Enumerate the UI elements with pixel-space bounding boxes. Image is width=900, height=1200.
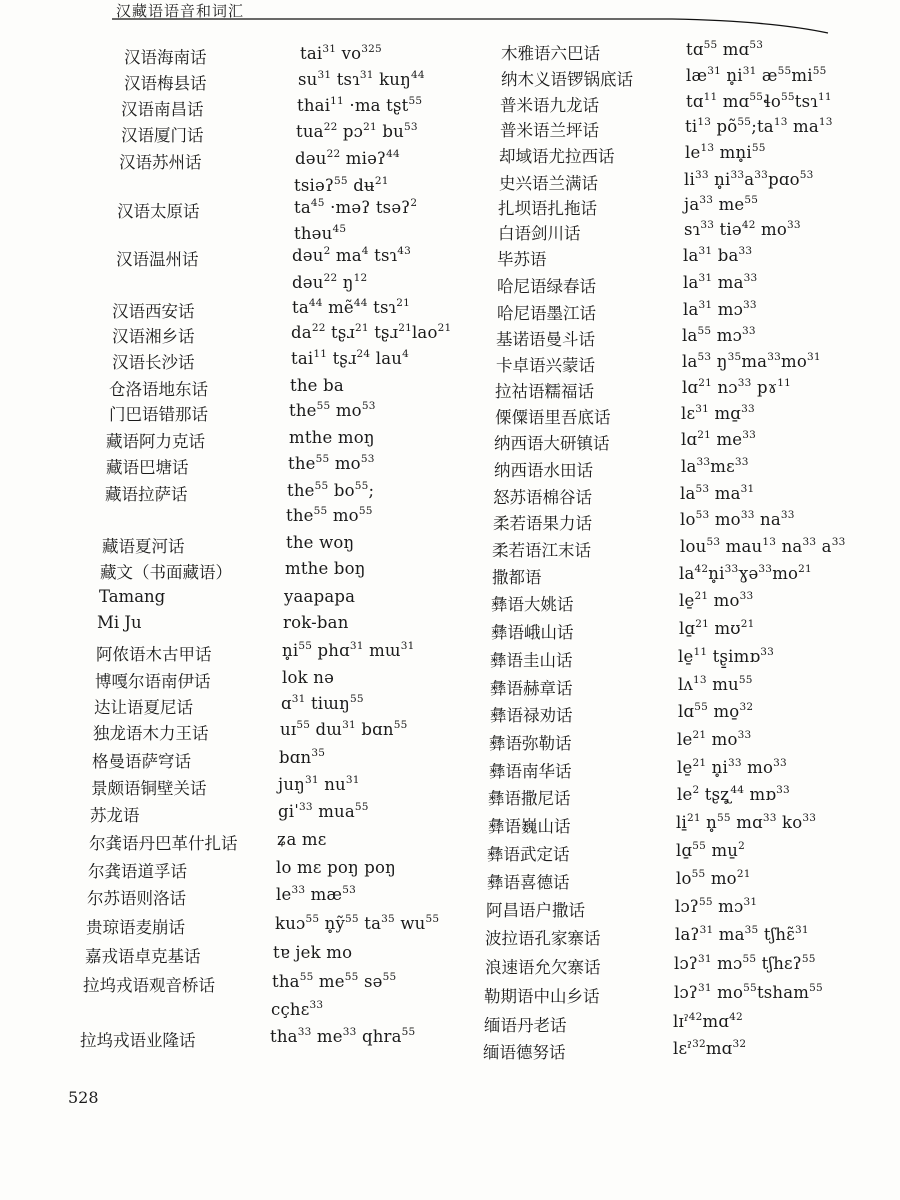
- left-phonetic-form: ɑ$^{31}$ tiɯŋ$^{55}$: [281, 693, 364, 713]
- right-dialect-name: 彝语巍山话: [488, 817, 571, 836]
- right-dialect-name: 撒都语: [492, 568, 542, 587]
- left-dialect-name: 苏龙语: [90, 806, 140, 825]
- left-phonetic-form: dəu$^2$ $ma^4$ tsɿ$^{43}$: [292, 245, 412, 265]
- right-phonetic-form: $la^{55}$ mɔ$^{33}$: [682, 325, 756, 345]
- left-phonetic-form: lok nə: [282, 668, 335, 687]
- left-dialect-name: 尔龚语丹巴革什扎话: [89, 834, 238, 853]
- right-phonetic-form: lɑ$^{21}$ $me^{33}$: [681, 429, 757, 449]
- right-dialect-name: 彝语武定话: [487, 845, 570, 864]
- right-dialect-name: 勒期语中山乡话: [484, 987, 600, 1006]
- right-phonetic-form: lɑ̱$^{21}$ mʊ$^{21}$: [679, 618, 755, 638]
- right-phonetic-form: lɛˀ$^{32}$mɑ$^{32}$: [673, 1038, 747, 1058]
- right-dialect-name: 白语剑川话: [498, 224, 581, 243]
- right-dialect-name: 彝语南华话: [489, 762, 572, 781]
- left-phonetic-form: the ba: [290, 376, 344, 395]
- left-phonetic-form: the$^{55}$ $bo^{55}$;: [287, 480, 375, 500]
- right-dialect-name: 阿昌语户撒话: [486, 901, 585, 920]
- right-phonetic-form: lɑ$^{21}$ nɔ$^{33}$ pɤ$^{11}$: [682, 377, 791, 397]
- left-dialect-name: 格曼语萨穹话: [92, 752, 191, 771]
- right-dialect-name: 纳西语大研镇话: [494, 434, 610, 453]
- right-dialect-name: 彝语禄劝话: [490, 706, 573, 725]
- right-dialect-name: 纳西语水田话: [494, 461, 593, 480]
- right-phonetic-form: lou$^{53}$ mau$^{13}$ $na^{33}$ $a^{33}$: [680, 536, 846, 556]
- left-dialect-name: 汉语温州话: [116, 250, 199, 269]
- right-phonetic-form: $la^{42}n̥i^{33}ɣə^{33}mo^{21}$: [679, 563, 812, 583]
- right-phonetic-form: lɑ$^{55}$ mo̱$^{32}$: [678, 701, 754, 721]
- right-phonetic-form: lʌ$^{13}$ $mu^{55}$: [678, 674, 753, 694]
- left-phonetic-form: thai$^{11}$ ·ma tʂt$^{55}$: [297, 95, 423, 115]
- right-dialect-name: 彝语峨山话: [491, 623, 574, 642]
- right-dialect-name: 扎坝语扎拖话: [498, 199, 597, 218]
- left-phonetic-form: mthe boŋ: [285, 559, 366, 578]
- right-dialect-name: 纳木义语锣锅底话: [501, 70, 633, 89]
- right-phonetic-form: tɑ$^{11}$ mɑ$^{55}$ɬo$^{55}$tsɿ$^{11}$: [686, 91, 832, 111]
- right-dialect-name: 彝语赫章话: [490, 679, 573, 698]
- left-dialect-name: 汉语长沙话: [112, 353, 195, 372]
- right-dialect-name: 史兴语兰满话: [499, 174, 598, 193]
- right-dialect-name: 彝语弥勒话: [489, 734, 572, 753]
- left-dialect-name: 汉语苏州话: [119, 153, 202, 172]
- right-dialect-name: 彝语撒尼话: [488, 789, 571, 808]
- right-dialect-name: 拉祜语糯福话: [495, 382, 594, 401]
- left-phonetic-form: yaapapa: [284, 587, 356, 606]
- left-phonetic-form: the woŋ: [286, 533, 355, 552]
- left-phonetic-form: the$^{55}$ $mo^{55}$: [286, 505, 373, 525]
- right-phonetic-form: lɔʔ$^{31}$ mɔ$^{55}$ tʃhɛʔ$^{55}$: [674, 953, 816, 973]
- right-phonetic-form: lɔʔ$^{55}$ mɔ$^{31}$: [675, 896, 758, 916]
- right-phonetic-form: $la^{53}$ $ŋ^{35}ma^{33}mo^{31}$: [682, 351, 821, 371]
- right-dialect-name: 卡卓语兴蒙话: [496, 356, 595, 375]
- left-dialect-name: 藏语巴塘话: [106, 458, 189, 477]
- left-phonetic-form: giˈ$^{33}$ mua$^{55}$: [278, 801, 369, 821]
- left-phonetic-form: lo mɛ poŋ poŋ: [276, 858, 396, 877]
- left-dialect-name: 汉语太原话: [117, 202, 200, 221]
- left-phonetic-form: thəu$^{45}$: [294, 223, 347, 243]
- left-dialect-name: 藏文（书面藏语）: [100, 563, 232, 582]
- right-dialect-name: 柔若语果力话: [493, 514, 592, 533]
- left-dialect-name: 拉坞戎语业隆话: [80, 1031, 196, 1050]
- right-phonetic-form: $la^{31}$ $ma^{33}$: [683, 272, 758, 292]
- right-phonetic-form: $la^{31}$ $ba^{33}$: [683, 245, 753, 265]
- left-phonetic-form: $ta^{45}$ ·məʔ tsəʔ$^2$: [294, 197, 418, 217]
- left-dialect-name: 汉语湘乡话: [112, 327, 195, 346]
- right-phonetic-form: le̱$^{21}$ $mo^{33}$: [679, 590, 754, 610]
- left-dialect-name: 汉语南昌话: [121, 100, 204, 119]
- left-phonetic-form: mthe moŋ: [289, 428, 375, 447]
- left-phonetic-form: $da^{22}$ tʂɹ$^{21}$ tʂɹ$^{21}$lao$^{21}$: [291, 322, 452, 342]
- right-phonetic-form: lɑ̱$^{55}$ mu̱$^2$: [676, 840, 746, 860]
- right-phonetic-form: li̱$^{21}$ n̥$^{55}$ mɑ$^{33}$ $ko^{33}$: [676, 812, 817, 832]
- left-dialect-name: 嘉戎语卓克基话: [85, 947, 201, 966]
- right-dialect-name: 浪速语允欠寨话: [485, 958, 601, 977]
- right-dialect-name: 毕苏语: [497, 250, 547, 269]
- left-dialect-name: Mi Ju: [97, 613, 142, 632]
- right-phonetic-form: $lo^{55}$ $mo^{21}$: [676, 868, 751, 888]
- right-dialect-name: 缅语丹老话: [484, 1016, 567, 1035]
- left-dialect-name: 仓洛语地东话: [109, 380, 208, 399]
- left-dialect-name: 汉语海南话: [124, 48, 207, 67]
- right-phonetic-form: $ti^{13}$ $põ^{55};ta^{13}$ $ma^{13}$: [685, 116, 833, 136]
- left-phonetic-form: dəu$^{22}$ $ŋ^{12}$: [292, 272, 368, 292]
- right-dialect-name: 基诺语曼斗话: [496, 330, 595, 349]
- left-phonetic-form: tai$^{31}$ $vo^{325}$: [300, 43, 382, 63]
- right-phonetic-form: $læ^{31}$ $n̥i^{31}$ $æ^{55}mi^{55}$: [686, 65, 827, 85]
- left-dialect-name: 藏语夏河话: [102, 537, 185, 556]
- right-phonetic-form: $le^{13}$ $mn̥i^{55}$: [685, 142, 766, 162]
- right-dialect-name: 普米语兰坪话: [500, 121, 599, 140]
- right-dialect-name: 彝语喜德话: [487, 873, 570, 892]
- right-phonetic-form: lɪˀ$^{42}$mɑ$^{42}$: [673, 1011, 743, 1031]
- right-phonetic-form: $li^{33}$ $n̥i^{33}a^{33}pɑo^{53}$: [684, 169, 814, 189]
- left-phonetic-form: bɑn$^{35}$: [279, 747, 326, 767]
- left-phonetic-form: tɐ jek mo: [273, 943, 353, 962]
- left-dialect-name: 尔苏语则洛话: [87, 889, 186, 908]
- left-phonetic-form: tai$^{11}$ tʂɹ$^{24}$ lau$^4$: [291, 348, 409, 368]
- left-phonetic-form: cçhɛ$^{33}$: [271, 999, 324, 1019]
- left-phonetic-form: kuɔ$^{55}$ n̥ỹ$^{55}$ $ta^{35}$ $wu^{55}$: [275, 913, 440, 933]
- left-dialect-name: 藏语拉萨话: [105, 485, 188, 504]
- right-phonetic-form: $la^{53}$ $ma^{31}$: [680, 483, 755, 503]
- left-phonetic-form: uɪ$^{55}$ dɯ$^{31}$ bɑn$^{55}$: [280, 719, 408, 739]
- left-dialect-name: 拉坞戎语观音桥话: [83, 976, 215, 995]
- right-phonetic-form: $le^2$ tʂʐ̥$^{44}$ mɒ$^{33}$: [677, 784, 790, 804]
- right-phonetic-form: sɿ$^{33}$ tiə$^{42}$ $mo^{33}$: [684, 219, 801, 239]
- right-dialect-name: 傈僳语里吾底话: [495, 408, 611, 427]
- right-phonetic-form: le̱$^{21}$ $n̥i^{33}$ $mo^{33}$: [677, 757, 787, 777]
- left-dialect-name: 独龙语木力王话: [93, 724, 209, 743]
- left-phonetic-form: $su^{31}$ tsɿ$^{31}$ kuŋ$^{44}$: [298, 69, 425, 89]
- left-phonetic-form: the$^{55}$ $mo^{53}$: [289, 400, 376, 420]
- running-head: 汉藏语语音和词汇: [116, 2, 245, 20]
- right-phonetic-form: lɔʔ$^{31}$ $mo^{55}tsham^{55}$: [674, 982, 823, 1002]
- left-dialect-name: 博嘎尔语南伊话: [95, 672, 211, 691]
- right-phonetic-form: $ja^{33}$ $me^{55}$: [684, 194, 759, 214]
- left-dialect-name: 贵琼语麦崩话: [86, 918, 185, 937]
- right-phonetic-form: $la^{31}$ mɔ$^{33}$: [683, 299, 757, 319]
- right-dialect-name: 彝语圭山话: [490, 651, 573, 670]
- left-dialect-name: 达让语夏尼话: [94, 698, 193, 717]
- right-phonetic-form: $lo^{53}$ $mo^{33}$ $na^{33}$: [680, 509, 795, 529]
- left-dialect-name: 藏语阿力克话: [106, 432, 205, 451]
- left-phonetic-form: ʑa mɛ: [277, 830, 327, 849]
- page-number: 528: [68, 1088, 99, 1107]
- right-dialect-name: 波拉语孔家寨话: [485, 929, 601, 948]
- right-dialect-name: 哈尼语墨江话: [497, 304, 596, 323]
- right-dialect-name: 却域语尤拉西话: [499, 147, 615, 166]
- right-phonetic-form: laʔ$^{31}$ $ma^{35}$ tʃhɛ̃$^{31}$: [675, 924, 809, 944]
- left-phonetic-form: tsiəʔ$^{55}$ dʉ$^{21}$: [294, 175, 389, 195]
- left-phonetic-form: tua$^{22}$ pɔ$^{21}$ $bu^{53}$: [296, 121, 418, 141]
- left-phonetic-form: tha$^{55}$ $me^{55}$ sə$^{55}$: [272, 971, 397, 991]
- left-phonetic-form: juŋ$^{31}$ $nu^{31}$: [278, 774, 360, 794]
- left-phonetic-form: rok-ban: [283, 613, 349, 632]
- left-dialect-name: 尔龚语道孚话: [88, 862, 187, 881]
- left-phonetic-form: the$^{55}$ $mo^{53}$: [288, 453, 375, 473]
- right-phonetic-form: $le^{21}$ $mo^{33}$: [677, 729, 752, 749]
- left-dialect-name: 阿侬语木古甲话: [96, 645, 212, 664]
- left-dialect-name: 汉语西安话: [112, 302, 195, 321]
- right-dialect-name: 普米语九龙话: [500, 96, 599, 115]
- left-dialect-name: 门巴语错那话: [109, 405, 208, 424]
- right-dialect-name: 哈尼语绿春话: [497, 277, 596, 296]
- right-dialect-name: 木雅语六巴话: [501, 44, 600, 63]
- right-phonetic-form: le̱$^{11}$ tʂ̱imɒ$^{33}$: [678, 646, 775, 666]
- right-dialect-name: 彝语大姚话: [491, 595, 574, 614]
- left-dialect-name: Tamang: [99, 587, 166, 606]
- left-dialect-name: 景颇语铜壁关话: [91, 779, 207, 798]
- right-phonetic-form: tɑ$^{55}$ mɑ$^{53}$: [686, 39, 764, 59]
- left-phonetic-form: $n̥i^{55}$ phɑ$^{31}$ mɯ$^{31}$: [282, 640, 415, 660]
- right-phonetic-form: $la^{33}mɛ^{33}$: [681, 456, 749, 476]
- left-phonetic-form: $ta^{44}$ mẽ$^{44}$ tsɿ$^{21}$: [292, 297, 411, 317]
- left-dialect-name: 汉语梅县话: [124, 74, 207, 93]
- left-phonetic-form: dəu$^{22}$ miəʔ$^{44}$: [295, 148, 400, 168]
- right-dialect-name: 怒苏语棉谷话: [493, 488, 592, 507]
- right-dialect-name: 缅语德努话: [483, 1043, 566, 1062]
- left-dialect-name: 汉语厦门话: [121, 126, 204, 145]
- left-phonetic-form: tha$^{33}$ $me^{33}$ qhra$^{55}$: [270, 1026, 416, 1046]
- right-dialect-name: 柔若语江末话: [492, 541, 591, 560]
- right-phonetic-form: lɛ$^{31}$ mɑ̱$^{33}$: [681, 403, 755, 423]
- left-phonetic-form: $le^{33}$ $mæ^{53}$: [276, 884, 356, 904]
